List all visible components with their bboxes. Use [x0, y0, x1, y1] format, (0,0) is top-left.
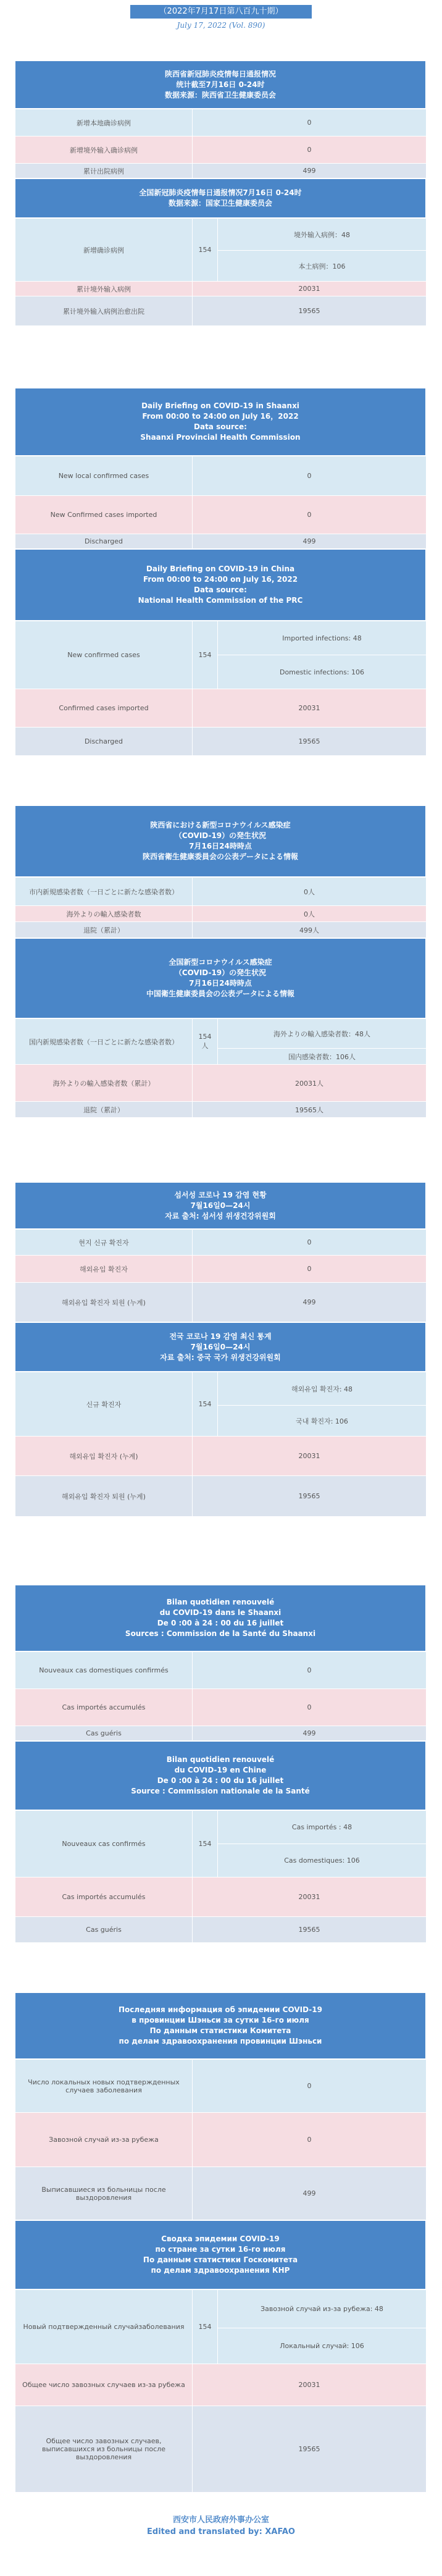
row-value: 499 — [193, 164, 427, 178]
row-value: 20031人 — [193, 1065, 427, 1102]
table-row — [15, 1811, 427, 1844]
table-row — [15, 906, 427, 922]
en-shaanxi-title — [15, 388, 426, 456]
zh-shaanxi-title — [15, 61, 426, 109]
row-value: 499 — [193, 1726, 427, 1741]
title-line: du COVID-19 dans le Shaanxi — [159, 1608, 281, 1617]
title-line: Data source: — [194, 585, 247, 594]
row-label: Nouveaux cas domestiques confirmés — [15, 1652, 193, 1689]
row-label: 해외유입 확진자 퇴원 (누계) — [15, 1476, 193, 1517]
en-shaanxi-table — [15, 456, 427, 549]
row-label: Discharged — [15, 534, 193, 549]
title-line: From 00:00 to 24:00 on July 16, 2022 — [143, 575, 298, 584]
row-label: Общее число завозных случаев, выписавшихся из больницы после выздоровления — [15, 2406, 193, 2493]
row-label: 新增确诊病例 — [15, 219, 193, 282]
ru-national-title — [15, 2220, 426, 2289]
row-value: 0 — [193, 1256, 427, 1283]
title-line: Data source: — [194, 422, 247, 431]
title-line: 数据来源：陕西省卫生健康委员会 — [164, 90, 276, 99]
bulletin-page — [0, 5, 442, 2536]
row-label: Cas importés accumulés — [15, 1689, 193, 1726]
title-line: 中国衛生健康委員会の公表データによる情報 — [146, 989, 294, 998]
zh-national-title — [15, 178, 426, 218]
fr-national-table — [15, 1810, 427, 1943]
row-label: 新增本地确诊病例 — [15, 109, 193, 136]
table-row — [15, 219, 427, 251]
row-value: 0 — [193, 496, 427, 534]
table-row — [15, 296, 427, 326]
ja-shaanxi-section — [15, 805, 426, 1118]
imported-cases: 海外よりの輸入感染者数：48人 — [218, 1019, 427, 1049]
title-line: по стране за сутки 16-го июля — [155, 2245, 286, 2254]
en-national-title — [15, 549, 426, 621]
row-value: 19565 — [193, 296, 427, 326]
row-value: 154 — [193, 1372, 218, 1437]
en-shaanxi-section — [15, 388, 426, 756]
imported-cases: 해외유입 확진자: 48 — [218, 1372, 427, 1406]
table-row — [15, 164, 427, 178]
row-value: 20031 — [193, 689, 427, 728]
title-line: 7월16일0—24시 — [190, 1342, 251, 1351]
row-value: 0 — [193, 2113, 427, 2167]
row-value: 19565人 — [193, 1102, 427, 1118]
table-row — [15, 1689, 427, 1726]
ko-shaanxi-section — [15, 1182, 426, 1517]
imported-cases: Cas importés : 48 — [218, 1811, 427, 1844]
row-label: 累计出院病例 — [15, 164, 193, 178]
title-line: Daily Briefing on COVID-19 in China — [146, 564, 295, 573]
issue-badge: （2022年7月17日第八百九十期） — [130, 5, 312, 19]
table-row — [15, 621, 427, 655]
row-label: 累计境外输入病例 — [15, 282, 193, 296]
row-value: 499 — [193, 2167, 427, 2220]
row-value: 0 — [193, 1230, 427, 1256]
row-value: 20031 — [193, 1437, 427, 1476]
ru-national-table — [15, 2289, 427, 2493]
row-value: 19565 — [193, 728, 427, 756]
table-row — [15, 456, 427, 496]
row-label: 海外よりの輸入感染者数 — [15, 906, 193, 922]
title-line: по делам здравоохранения КНР — [151, 2266, 290, 2275]
row-label: Confirmed cases imported — [15, 689, 193, 728]
issue-date: July 17, 2022 (Vol. 890) — [177, 21, 265, 30]
domestic-cases: 국내 확진자: 106 — [218, 1406, 427, 1437]
row-value: 154 — [193, 219, 218, 282]
row-value: 0 — [193, 2060, 427, 2113]
row-value: 0人 — [193, 878, 427, 906]
title-line: 7月16日24時時点 — [189, 842, 252, 850]
domestic-cases: Domestic infections: 106 — [218, 655, 427, 689]
row-value: 19565 — [193, 1476, 427, 1517]
title-line: From 00:00 to 24:00 on July 16，2022 — [142, 412, 299, 421]
row-value: 0人 — [193, 906, 427, 922]
en-national-table — [15, 621, 427, 756]
title-line: Последняя информация об эпидемии COVID-19 — [119, 2005, 322, 2014]
table-row — [15, 136, 427, 164]
domestic-cases: 本土病例：106 — [218, 251, 427, 282]
row-label: Cas guéris — [15, 1917, 193, 1943]
row-label: 海外よりの輸入感染者数（累計） — [15, 1065, 193, 1102]
row-label: Новый подтвержденный случайзаболевания — [15, 2290, 193, 2364]
ja-shaanxi-table — [15, 877, 427, 938]
table-row — [15, 534, 427, 549]
title-line: 자료 출처: 중국 국가 위생건강위원회 — [160, 1353, 281, 1362]
title-line: 전국 코로나 19 감염 최신 통계 — [169, 1332, 272, 1341]
ja-national-title — [15, 938, 426, 1018]
table-row — [15, 1019, 427, 1049]
title-line: 자료 출처: 섬서성 위생건강위원회 — [165, 1211, 276, 1220]
row-value: 0 — [193, 136, 427, 164]
ko-national-table — [15, 1372, 427, 1517]
table-row — [15, 1256, 427, 1283]
table-row — [15, 1726, 427, 1741]
title-line: по делам здравоохранения провинции Шэньси — [119, 2037, 322, 2045]
row-value: 499 — [193, 1283, 427, 1322]
row-label: Discharged — [15, 728, 193, 756]
table-row — [15, 878, 427, 906]
footer — [0, 2514, 442, 2538]
row-label: Nouveaux cas confirmés — [15, 1811, 193, 1877]
ru-shaanxi-title — [15, 1992, 426, 2059]
title-line: National Health Commission of the PRC — [138, 596, 303, 605]
table-row — [15, 2406, 427, 2493]
row-label: 해외유입 확진자 퇴원 (누계) — [15, 1283, 193, 1322]
row-label: 해외유입 확진자 — [15, 1256, 193, 1283]
title-line: De 0 :00 à 24 : 00 du 16 juillet — [157, 1619, 284, 1627]
table-row — [15, 1877, 427, 1917]
table-row — [15, 2167, 427, 2220]
table-row — [15, 1437, 427, 1476]
table-row — [15, 1917, 427, 1943]
title-line: По данным статистики Комитета — [149, 2026, 291, 2035]
fr-national-title — [15, 1741, 426, 1810]
title-line: Source : Commission nationale de la Santé — [131, 1787, 310, 1795]
table-row — [15, 728, 427, 756]
row-label: 신규 확진자 — [15, 1372, 193, 1437]
table-row — [15, 1652, 427, 1689]
row-value: 0 — [193, 456, 427, 496]
row-label: 退院（累計） — [15, 1102, 193, 1118]
zh-shaanxi-section — [15, 61, 426, 326]
title-line: 全国新冠肺炎疫情每日通报情况7月16日 0-24时 — [139, 188, 302, 197]
table-row — [15, 282, 427, 296]
domestic-cases: Cas domestiques: 106 — [218, 1844, 427, 1877]
row-label: New confirmed cases — [15, 621, 193, 689]
table-row — [15, 1372, 427, 1406]
row-label: Cas importés accumulés — [15, 1877, 193, 1917]
footer-office: 西安市人民政府外事办公室 — [172, 2515, 269, 2525]
title-line: 全国新型コロナウイルス感染症 — [169, 958, 272, 967]
domestic-cases: Локальный случай: 106 — [218, 2328, 427, 2364]
row-value: 0 — [193, 1652, 427, 1689]
table-row — [15, 1230, 427, 1256]
title-line: 섬서성 코로나 19 감염 현황 — [174, 1190, 267, 1199]
title-line: 统计截至7月16日 0-24时 — [176, 80, 265, 89]
title-line: du COVID-19 en Chine — [174, 1766, 267, 1774]
zh-shaanxi-table — [15, 109, 427, 178]
table-row — [15, 2290, 427, 2328]
fr-shaanxi-table — [15, 1651, 427, 1741]
row-value: 0 — [193, 109, 427, 136]
title-line: в провинции Шэньси за сутки 16-го июля — [131, 2016, 309, 2024]
row-value: 19565 — [193, 1917, 427, 1943]
row-value: 154 — [193, 621, 218, 689]
row-value: 0 — [193, 1689, 427, 1726]
title-line: Сводка эпидемии COVID-19 — [161, 2234, 280, 2243]
row-label: 国内新規感染者数（一日ごとに新たな感染者数） — [15, 1019, 193, 1065]
zh-national-table — [15, 218, 427, 326]
row-label: Число локальных новых подтвержденных случаев заболевания — [15, 2060, 193, 2113]
footer-credit: Edited and translated by: XAFAO — [147, 2527, 295, 2536]
row-label: New Confirmed cases imported — [15, 496, 193, 534]
row-value: 19565 — [193, 2406, 427, 2493]
row-label: New local confirmed cases — [15, 456, 193, 496]
ko-shaanxi-table — [15, 1229, 427, 1322]
table-row — [15, 496, 427, 534]
table-row — [15, 1065, 427, 1102]
title-line: Bilan quotidien renouvelé — [166, 1598, 275, 1606]
ru-shaanxi-table — [15, 2059, 427, 2220]
ko-shaanxi-title — [15, 1182, 426, 1229]
row-value: 20031 — [193, 282, 427, 296]
title-line: Daily Briefing on COVID-19 in Shaanxi — [141, 401, 299, 410]
table-row — [15, 109, 427, 136]
title-line: （COVID-19）の発生状況 — [174, 831, 267, 840]
row-label: Выписавшиеся из больницы после выздоровления — [15, 2167, 193, 2220]
imported-cases: Imported infections: 48 — [218, 621, 427, 655]
table-row — [15, 689, 427, 728]
row-label: 市内新規感染者数（一日ごとに新たな感染者数） — [15, 878, 193, 906]
ja-national-table — [15, 1018, 427, 1118]
row-label: 新增境外输入确诊病例 — [15, 136, 193, 164]
domestic-cases: 国内感染者数：106人 — [218, 1049, 427, 1065]
title-line: Bilan quotidien renouvelé — [166, 1755, 275, 1764]
row-label: 해외유입 확진자 (누계) — [15, 1437, 193, 1476]
ko-national-title — [15, 1322, 426, 1372]
fr-shaanxi-section — [15, 1585, 426, 1943]
row-label: Общее число завозных случаев из-за рубежа — [15, 2364, 193, 2406]
title-line: 7月16日24時時点 — [189, 979, 252, 988]
row-value: 154 — [193, 1811, 218, 1877]
row-label: Завозной случай из-за рубежа — [15, 2113, 193, 2167]
table-row — [15, 1476, 427, 1517]
row-value: 20031 — [193, 1877, 427, 1917]
title-line: De 0 :00 à 24 : 00 du 16 juillet — [157, 1776, 284, 1785]
table-row — [15, 2364, 427, 2406]
row-value: 154人 — [193, 1019, 218, 1065]
row-value: 20031 — [193, 2364, 427, 2406]
table-row — [15, 1102, 427, 1118]
row-value: 154 — [193, 2290, 218, 2364]
row-value: 499人 — [193, 922, 427, 938]
title-line: Sources : Commission de la Santé du Shaanxi — [125, 1629, 316, 1638]
table-row — [15, 1283, 427, 1322]
title-line: 7월16일0—24시 — [190, 1201, 251, 1210]
title-line: 陕西省新冠肺炎疫情每日通报情况 — [164, 69, 276, 78]
ru-shaanxi-section — [15, 1992, 426, 2493]
row-label: 累计境外输入病例治愈出院 — [15, 296, 193, 326]
row-label: 退院（累計） — [15, 922, 193, 938]
row-value: 499 — [193, 534, 427, 549]
fr-shaanxi-title — [15, 1585, 426, 1651]
imported-cases: Завозной случай из-за рубежа: 48 — [218, 2290, 427, 2328]
imported-cases: 境外输入病例：48 — [218, 219, 427, 251]
table-row — [15, 922, 427, 938]
ja-shaanxi-title — [15, 805, 426, 877]
title-line: По данным статистики Госкомитета — [143, 2255, 298, 2264]
table-row — [15, 2060, 427, 2113]
title-line: Shaanxi Provincial Health Commission — [140, 433, 301, 442]
title-line: （COVID-19）の発生状況 — [174, 968, 267, 977]
title-line: 陝西省衛生健康委員会の公表データによる情報 — [142, 852, 298, 861]
title-line: 陝西省における新型コロナウイルス感染症 — [150, 821, 291, 829]
title-line: 数据来源：国家卫生健康委员会 — [168, 199, 272, 208]
row-label: Cas guéris — [15, 1726, 193, 1741]
row-label: 현지 신규 확진자 — [15, 1230, 193, 1256]
table-row — [15, 2113, 427, 2167]
